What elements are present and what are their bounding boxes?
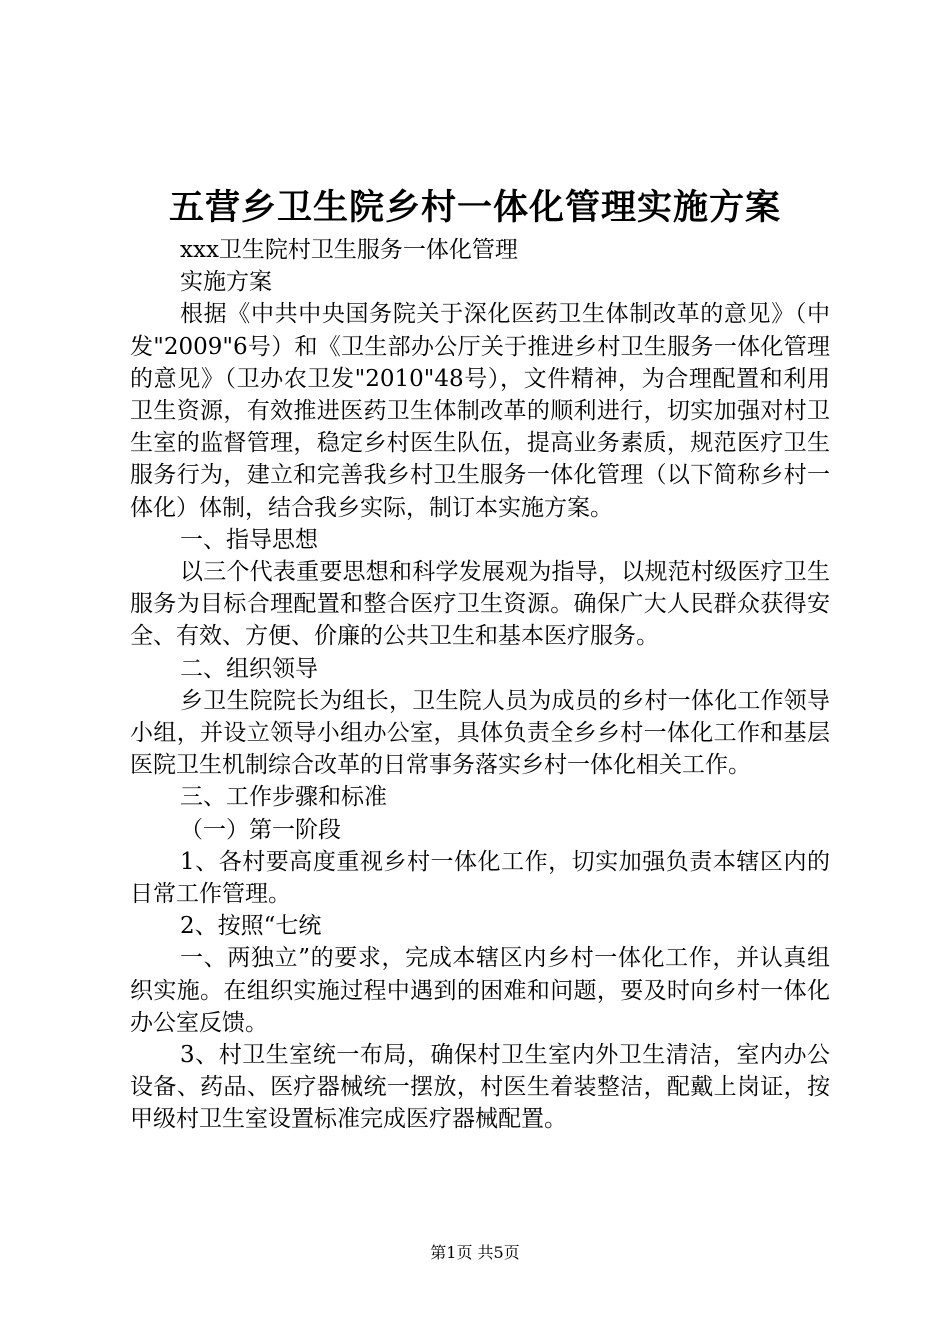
step-paragraph-3: 3、村卫生室统一布局，确保村卫生室内外卫生清洁，室内办公设备、药品、医疗器械统一摆放，村医生着装整洁，配戴上岗证，按甲级村卫生室设置标准完成医疗器械配置。 xyxy=(130,1042,830,1133)
subsection-heading-stage-one: （一）第一阶段 xyxy=(180,816,341,843)
section-heading-steps: 三、工作步骤和标准 xyxy=(180,784,387,811)
organization-paragraph: 乡卫生院院长为组长，卫生院人员为成员的乡村一体化工作领导小组，并设立领导小组办公室，具体负责全乡乡村一体化工作和基层医院卫生机制综合改革的日常事务落实乡村一体化相关工作。 xyxy=(130,687,830,779)
section-heading-organization: 二、组织领导 xyxy=(180,655,318,682)
guiding-ideology-paragraph: 以三个代表重要思想和科学发展观为指导，以规范村级医疗卫生服务为目标合理配置和整合医疗卫生资源。确保广大人民群众获得安全、有效、方便、价廉的公共卫生和基本医疗服务。 xyxy=(130,559,830,650)
intro-paragraph: 根据《中共中央国务院关于深化医药卫生体制改革的意见》（中发"2009"6号）和《卫生部办公厅关于推进乡村卫生服务一体化管理的意见》（卫办农卫发"2010"48号），文件精神，为合理配置和利用卫生资源，有效推进医药卫生体制改革的顺利进行，切实加强对村卫生室的监督管理，稳定乡村医生队伍，提高业务素质，规范医疗卫生服务行为，建立和完善我乡村卫生服务一体化管理（以下简称乡村一体化）体制，结合我乡实际，制订本实施方案。 xyxy=(130,301,830,521)
step-paragraph-1: 1、各村要高度重视乡村一体化工作，切实加强负责本辖区内的日常工作管理。 xyxy=(130,848,830,908)
subtitle-line-1: xxx卫生院村卫生服务一体化管理 xyxy=(180,237,518,263)
step-paragraph-2-continued: 一、两独立”的要求，完成本辖区内乡村一体化工作，并认真组织实施。在组织实施过程中遇到的困难和问题，要及时向乡村一体化办公室反馈。 xyxy=(130,945,830,1036)
subtitle-line-2: 实施方案 xyxy=(180,269,272,296)
step-paragraph-2: 2、按照“七统 xyxy=(180,913,322,940)
document-title: 五营乡卫生院乡村一体化管理实施方案 xyxy=(168,187,781,228)
document-body xyxy=(130,234,830,1136)
section-heading-guiding-ideology: 一、指导思想 xyxy=(180,526,318,553)
page-footer: 第1页 共5页 xyxy=(430,1243,520,1262)
